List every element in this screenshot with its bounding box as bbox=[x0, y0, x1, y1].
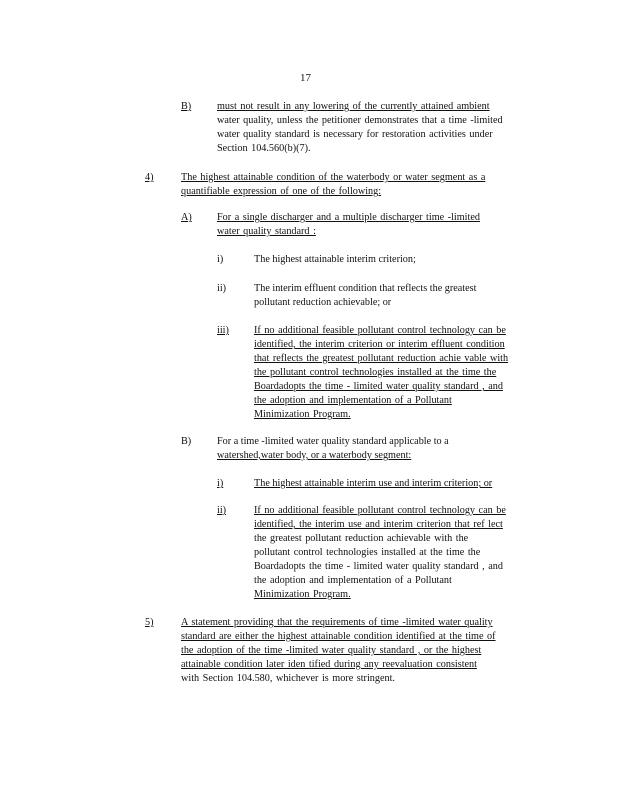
item5-line-5: with Section 104.580, whichever is more stringent. bbox=[181, 673, 395, 684]
a-iii-label: iii) bbox=[217, 325, 229, 336]
b-ii-label: ii) bbox=[217, 505, 227, 516]
b-ii-line-3: the greatest pollutant reduction achievable with the bbox=[254, 533, 469, 544]
b-i-text bbox=[254, 477, 544, 491]
page-number: 17 bbox=[300, 72, 311, 84]
a-iii-line-4: the pollutant control technologies installed at the time the bbox=[254, 367, 497, 378]
item4-line-1: The highest attainable condition of the waterbody or water segment as a bbox=[181, 172, 486, 183]
item5-text bbox=[181, 616, 543, 686]
b-ii-line-2: identified, the interim use and interim criterion that ref lect bbox=[254, 519, 503, 530]
b2-label: B) bbox=[181, 436, 192, 447]
b-i-line-1: The highest attainable interim use and interim criterion; or bbox=[254, 478, 493, 489]
a-i-text bbox=[254, 253, 534, 267]
b-ii-line-4: pollutant control technologies installed at the time the bbox=[254, 547, 481, 558]
a-iii-line-3: that reflects the greatest pollutant reduction achie vable with bbox=[254, 353, 509, 364]
item4-line-2: quantifiable expression of one of the following: bbox=[181, 186, 382, 197]
a-line-2: water quality standard : bbox=[217, 226, 316, 237]
item4-text bbox=[181, 171, 531, 199]
b2-line-1: For a time -limited water quality standard applicable to a bbox=[217, 436, 449, 447]
b-ii-line-6: the adoption and implementation of a Pollutant bbox=[254, 575, 452, 586]
b-ii-line-1: If no additional feasible pollutant control technology can be bbox=[254, 505, 506, 516]
a-iii-line-5: Boardadopts the time - limited water quality standard , and bbox=[254, 381, 503, 392]
a-iii-text bbox=[254, 324, 544, 422]
b2-text bbox=[217, 435, 497, 463]
b1-line-4: Section 104.560(b)(7). bbox=[217, 143, 311, 154]
b-ii-line-7: Minimization Program. bbox=[254, 589, 351, 600]
b1-line-3: water quality standard is necessary for restoration activities under bbox=[217, 129, 493, 140]
b1-line-2: water quality, unless the petitioner demonstrates that a time -limited bbox=[217, 115, 503, 126]
a-text bbox=[217, 211, 520, 239]
b1-label: B) bbox=[181, 101, 192, 112]
a-iii-line-2: identified, the interim criterion or interim effluent condition bbox=[254, 339, 505, 350]
item5-line-4: attainable condition later iden tified during any reevaluation consistent bbox=[181, 659, 477, 670]
item5-line-3: the adoption of the time -limited water quality standard , or the highest bbox=[181, 645, 482, 656]
b-i-label: i) bbox=[217, 478, 224, 489]
item5-label: 5) bbox=[145, 617, 154, 628]
b2-line-2: watershed,water body, or a waterbody segment: bbox=[217, 450, 412, 461]
item4-label: 4) bbox=[145, 172, 154, 183]
b1-text bbox=[217, 100, 529, 156]
a-iii-line-1: If no additional feasible pollutant control technology can be bbox=[254, 325, 506, 336]
b-ii-line-5: Boardadopts the time - limited water quality standard , and bbox=[254, 561, 503, 572]
a-i-line-1: The highest attainable interim criterion; bbox=[254, 254, 416, 265]
a-iii-line-6: the adoption and implementation of a Pollutant bbox=[254, 395, 452, 406]
item5-line-1: A statement providing that the requirements of time -limited water quality bbox=[181, 617, 493, 628]
a-line-1: For a single discharger and a multiple discharger time -limited bbox=[217, 212, 480, 223]
a-label: A) bbox=[181, 212, 192, 223]
item5-line-2: standard are either the highest attainable condition identified at the time of bbox=[181, 631, 496, 642]
a-ii-line-2: pollutant reduction achievable; or bbox=[254, 297, 392, 308]
a-ii-text bbox=[254, 282, 534, 310]
a-ii-line-1: The interim effluent condition that reflects the greatest bbox=[254, 283, 477, 294]
a-i-label: i) bbox=[217, 254, 224, 265]
b1-line-1: must not result in any lowering of the currently attained ambient bbox=[217, 101, 490, 112]
b-ii-text bbox=[254, 504, 544, 602]
a-ii-label: ii) bbox=[217, 283, 227, 294]
a-iii-line-7: Minimization Program. bbox=[254, 409, 351, 420]
